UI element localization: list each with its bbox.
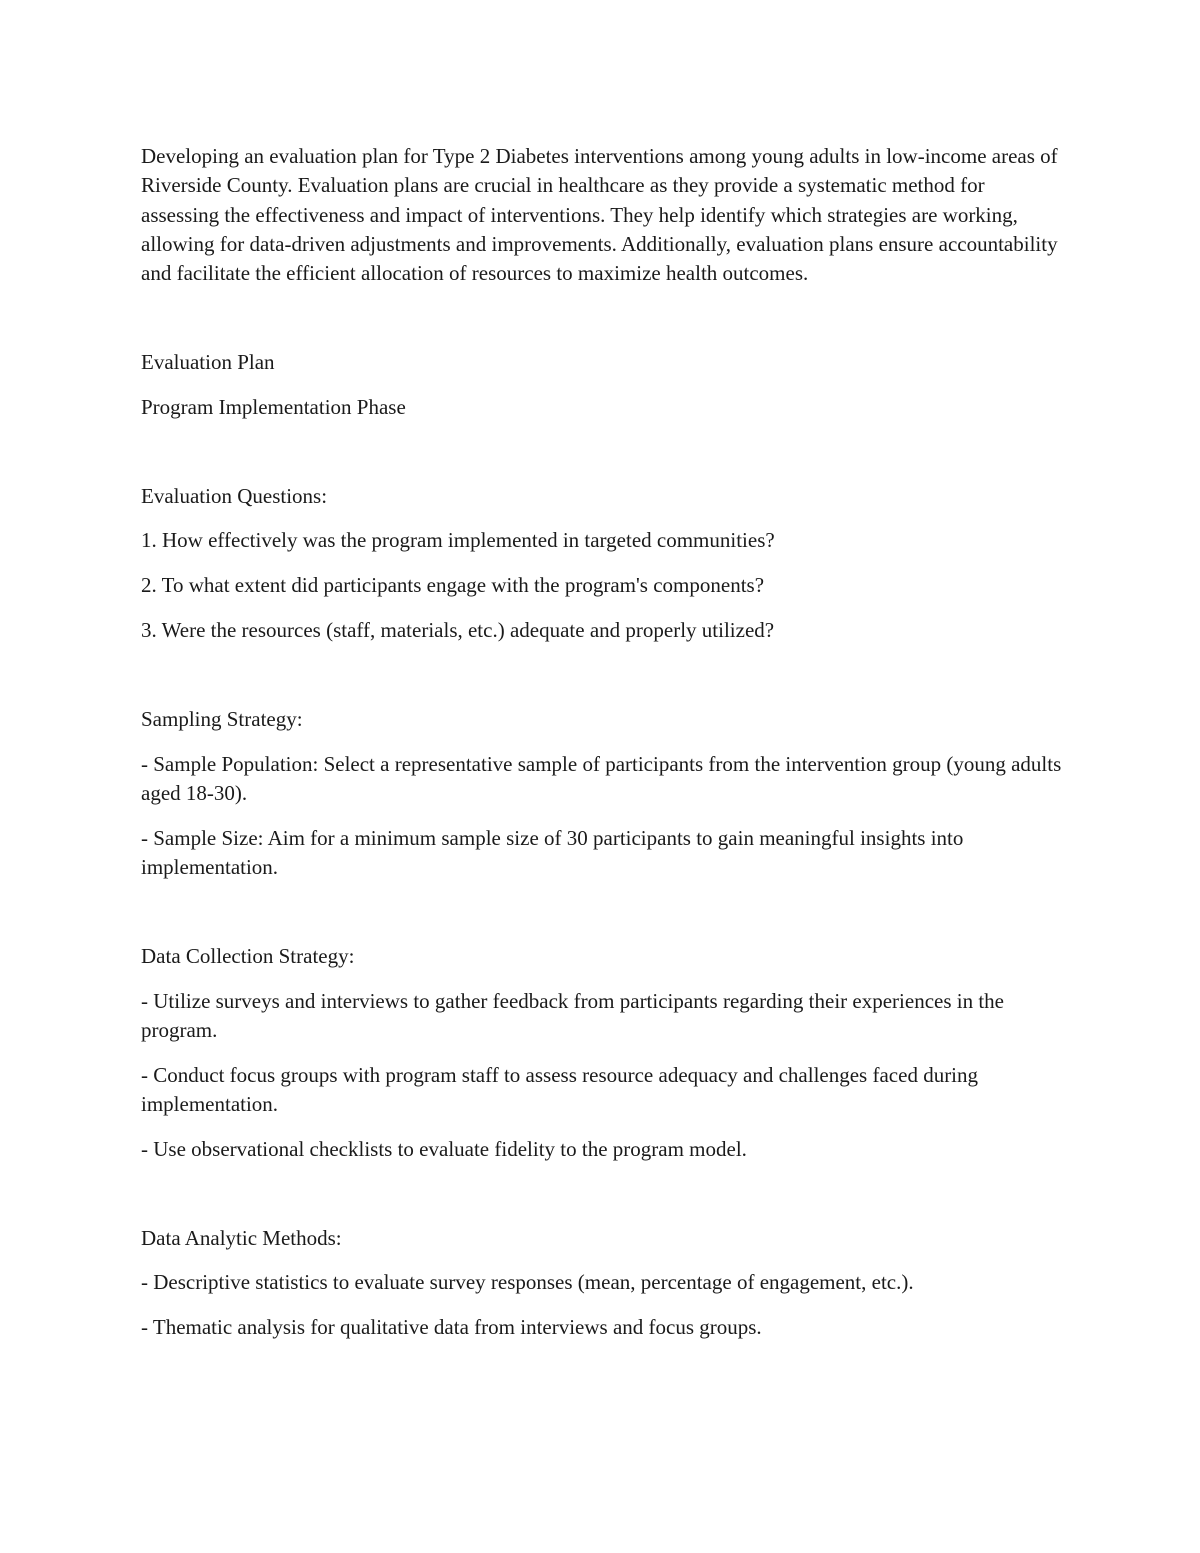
intro-paragraph: Developing an evaluation plan for Type 2 Diabetes interventions among young adults in low-income areas of Riverside County. Evaluation plans are crucial in healthcare as they provide a systematic method for assessing the effectiveness and impact of interventions. They help identify which strategies are working, allowing for data-driven adjustments and improvements. Additionally, evaluation plans ensure accountability and facilitate the efficient allocation of resources to maximize health outcomes. <box>141 144 1058 286</box>
spacer <box>141 661 1066 705</box>
section-heading: Sampling Strategy: <box>141 706 303 731</box>
list-item: - Descriptive statistics to evaluate survey responses (mean, percentage of engagement, etc.). <box>141 1270 914 1295</box>
sampling-strategy-section <box>141 705 1066 882</box>
spacer <box>141 304 1066 348</box>
list-item: 2. To what extent did participants engage with the program's components? <box>141 573 765 598</box>
list-item: - Thematic analysis for qualitative data from interviews and focus groups. <box>141 1315 762 1340</box>
document-body <box>141 142 1066 1358</box>
section-heading: Evaluation Questions: <box>141 483 328 508</box>
spacer <box>141 1180 1066 1224</box>
evaluation-questions-section <box>141 482 1066 646</box>
list-item: 3. Were the resources (staff, materials, etc.) adequate and properly utilized? <box>141 617 775 642</box>
list-item: - Use observational checklists to evaluate fidelity to the program model. <box>141 1136 747 1161</box>
list-item: - Conduct focus groups with program staff to assess resource adequacy and challenges faced during implementation. <box>141 1062 979 1116</box>
list-item: 1. How effectively was the program implemented in targeted communities? <box>141 528 775 553</box>
plan-title: Evaluation Plan <box>141 349 275 374</box>
spacer <box>141 438 1066 482</box>
data-analytic-methods-section <box>141 1224 1066 1343</box>
phase-title: Program Implementation Phase <box>141 394 406 419</box>
spacer <box>141 898 1066 942</box>
list-item: - Sample Population: Select a representative sample of participants from the intervention group (young adults aged 18-30). <box>141 751 1062 805</box>
section-heading: Data Collection Strategy: <box>141 943 355 968</box>
plan-heading-group <box>141 348 1066 422</box>
data-collection-strategy-section <box>141 942 1066 1164</box>
section-heading: Data Analytic Methods: <box>141 1225 342 1250</box>
list-item: - Sample Size: Aim for a minimum sample size of 30 participants to gain meaningful insights into implementation. <box>141 825 964 879</box>
list-item: - Utilize surveys and interviews to gather feedback from participants regarding their experiences in the program. <box>141 988 1004 1042</box>
